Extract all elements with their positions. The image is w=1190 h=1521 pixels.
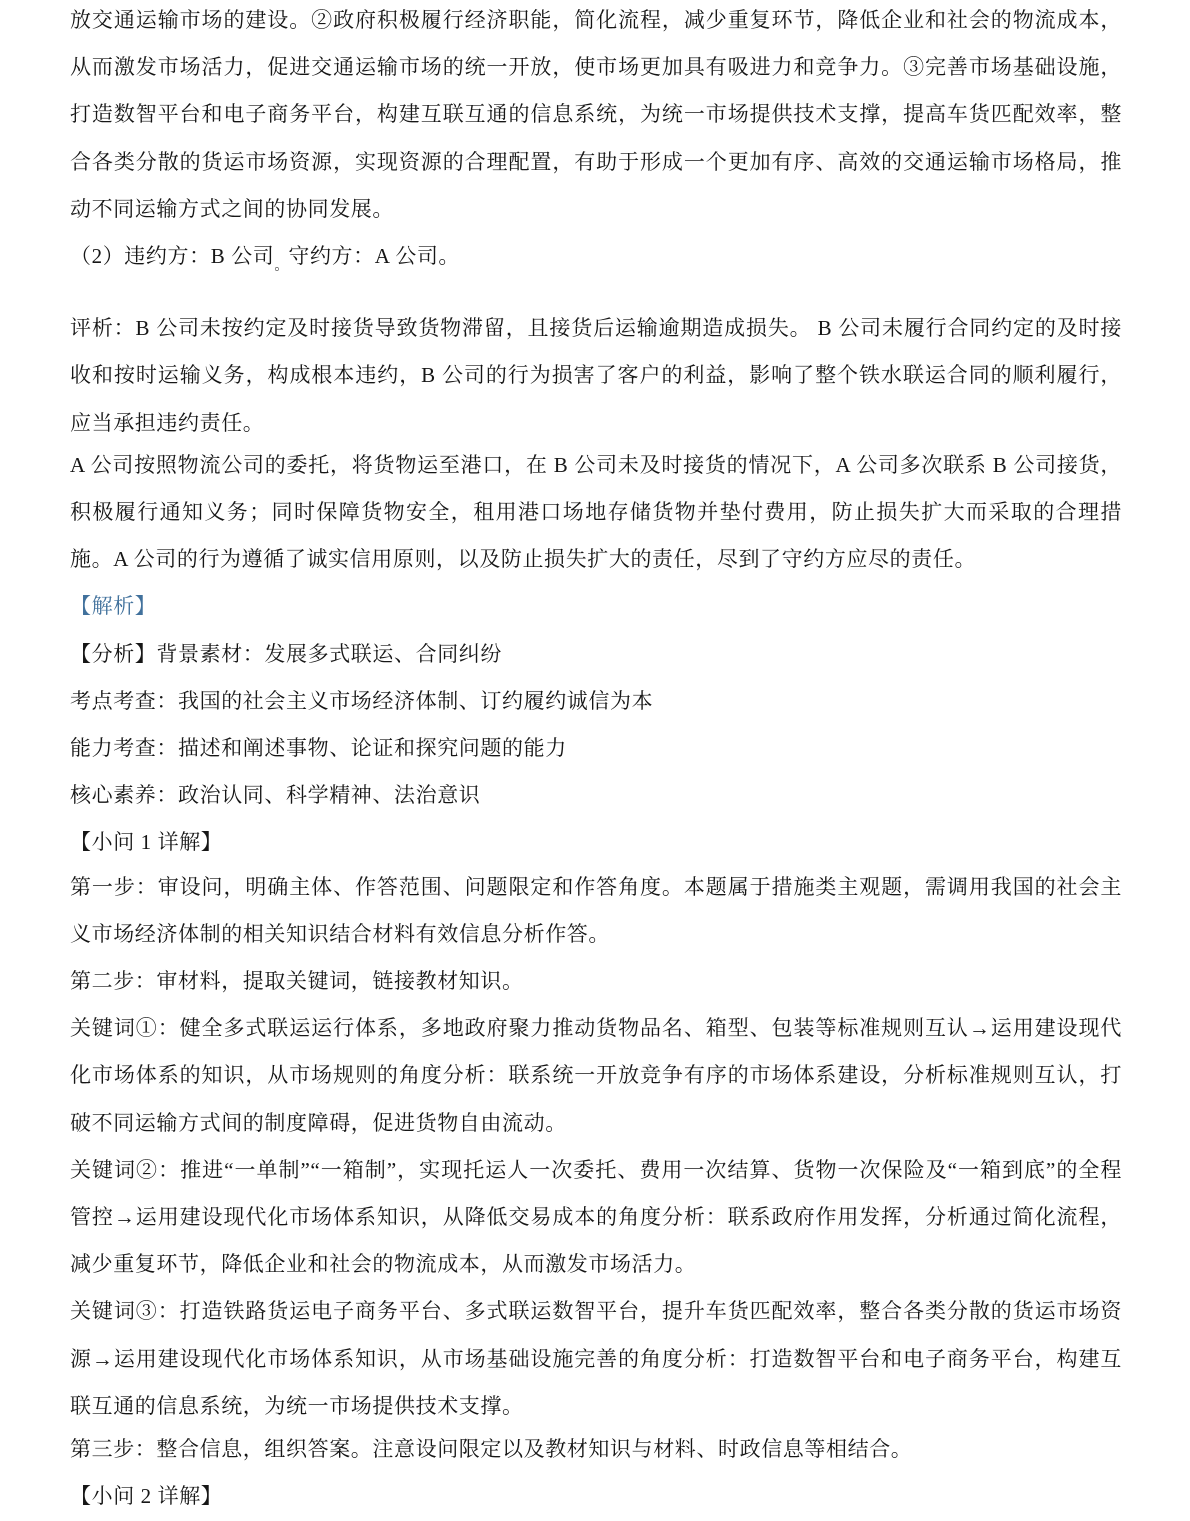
paragraph-background-material: 【分析】背景素材：发展多式联运、合同纠纷	[70, 641, 502, 666]
paragraph-core-literacy: 核心素养：政治认同、科学精神、法治意识	[70, 783, 481, 808]
paragraph-keyword-3: 关键词③：打造铁路货运电子商务平台、多式联运数智平台，提升车货匹配效率，整合各类分散的货运市场资源→运用建设现代化市场体系知识，从市场基础设施完善的角度分析：打造数智平台和电子商务平台，构建互联互通的信息系统，为统一市场提供技术支撑。	[70, 1299, 1122, 1418]
paragraph-step-3: 第三步：整合信息，组织答案。注意设问限定以及教材知识与材料、时政信息等相结合。	[70, 1437, 913, 1462]
paragraph-review-a-company: A 公司按照物流公司的委托，将货物运至港口，在 B 公司未及时接货的情况下，A 公司多次联系 B 公司接货，积极履行通知义务；同时保障货物安全，租用港口场地存储货物并垫付费用，防止损失扩大而采取的合理措施。A 公司的行为遵循了诚实信用原则，以及防止损失扩大的责任，尽到了守约方应尽的责任。	[70, 452, 1122, 572]
heading-subquestion-2: 【小问 2 详解】	[70, 1484, 223, 1509]
paragraph-step-1: 第一步：审设问，明确主体、作答范围、问题限定和作答角度。本题属于措施类主观题，需调用我国的社会主义市场经济体制的相关知识结合材料有效信息分析作答。	[70, 874, 1122, 946]
paragraph-keyword-1: 关键词①：健全多式联运运行体系，多地政府聚力推动货物品名、箱型、包装等标准规则互认→运用建设现代化市场体系的知识，从市场规则的角度分析：联系统一开放竞争有序的市场体系建设，分析标准规则互认，打破不同运输方式间的制度障碍，促进货物自由流动。	[70, 1016, 1122, 1135]
paragraph-step-2: 第二步：审材料，提取关键词，链接教材知识。	[70, 969, 524, 994]
paragraph-answer-continuation: 放交通运输市场的建设。②政府积极履行经济职能，简化流程，减少重复环节，降低企业和社会的物流成本，从而激发市场活力，促进交通运输市场的统一开放，使市场更加具有吸进力和竞争力。③完善市场基础设施，打造数智平台和电子商务平台，构建互联互通的信息系统，为统一市场提供技术支撑，提高车货匹配效率，整合各类分散的货运市场资源，实现资源的合理配置，有助于形成一个更加有序、高效的交通运输市场格局，推动不同运输方式之间的协同发展。	[70, 8, 1122, 221]
paragraph-exam-points: 考点考查：我国的社会主义市场经济体制、订约履约诚信为本	[70, 688, 654, 713]
paragraph-keyword-2: 关键词②：推进“一单制”“一箱制”，实现托运人一次委托、费用一次结算、货物一次保险及“一箱到底”的全程管控→运用建设现代化市场体系知识，从降低交易成本的角度分析：联系政府作用发挥，分析通过简化流程，减少重复环节，降低企业和社会的物流成本，从而激发市场活力。	[70, 1157, 1122, 1277]
heading-subquestion-1: 【小问 1 详解】	[70, 830, 223, 855]
analysis-section-label: 【解析】	[70, 594, 157, 619]
paragraph-part2-verdict	[70, 233, 1122, 290]
verdict-text-after: 守约方：A 公司。	[288, 244, 461, 269]
subscript-period: 。	[274, 259, 289, 275]
verdict-text-before: （2）违约方：B 公司	[70, 244, 275, 269]
paragraph-ability-test: 能力考查：描述和阐述事物、论证和探究问题的能力	[70, 736, 567, 761]
paragraph-review-b-company: 评析：B 公司未按约定及时接货导致货物滞留，且接货后运输逾期造成损失。 B 公司未履行合同约定的及时接收和按时运输义务，构成根本违约，B 公司的行为损害了客户的利益，影响了整个铁水联运合同的顺利履行，应当承担违约责任。	[70, 316, 1122, 435]
